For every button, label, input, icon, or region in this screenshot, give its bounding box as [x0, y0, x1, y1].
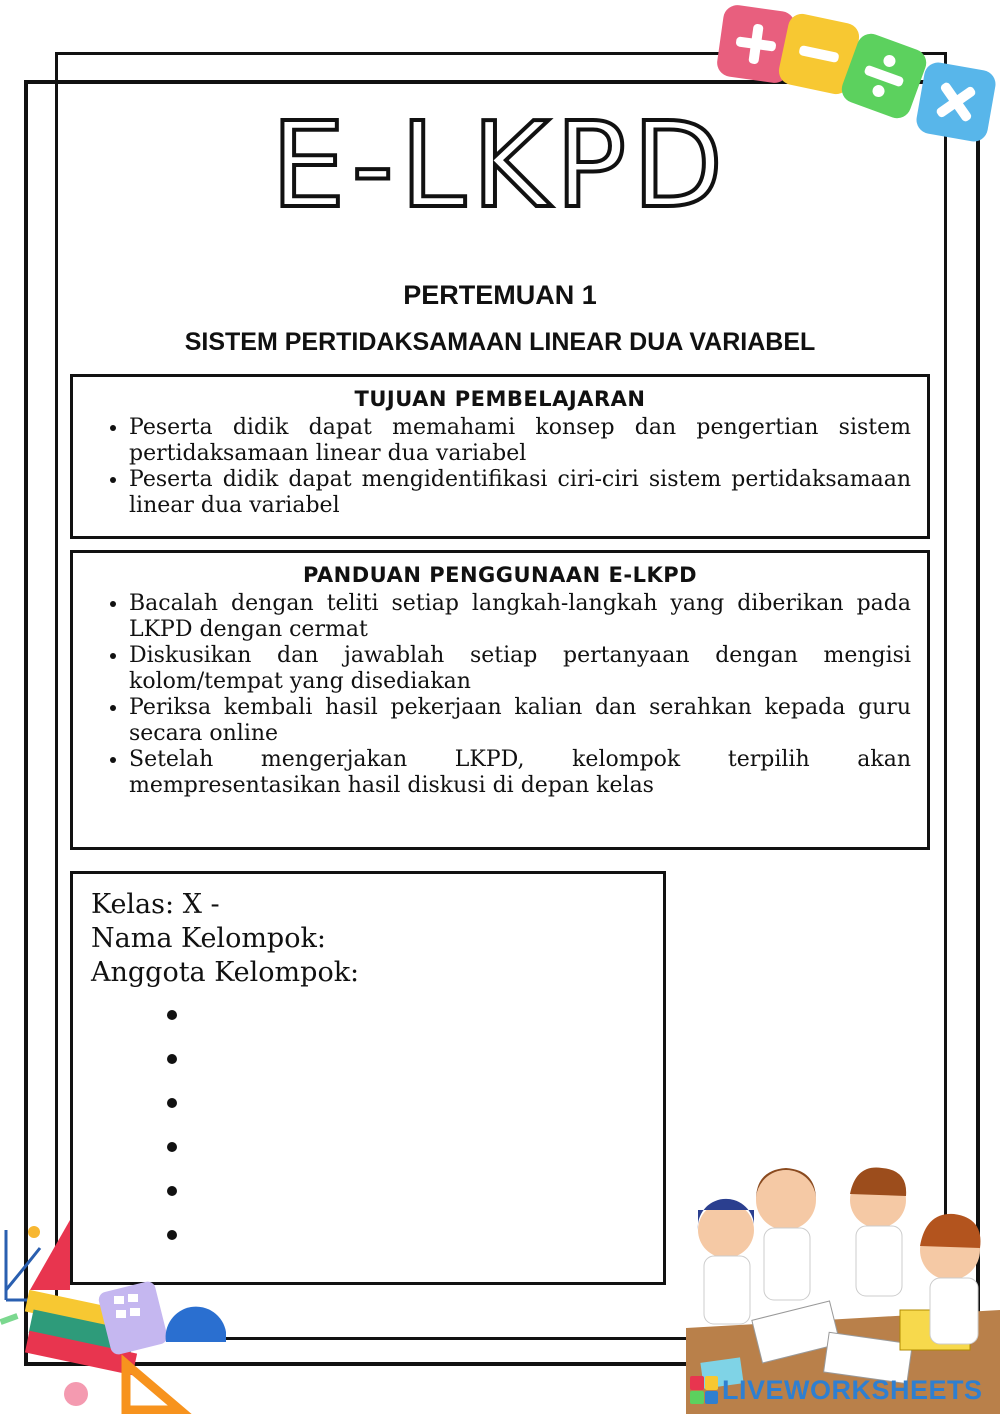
- member-entry[interactable]: [167, 994, 647, 1038]
- liveworksheets-label: LIVEWORKSHEETS: [722, 1374, 983, 1405]
- learning-objectives-heading: TUJUAN PEMBELAJARAN: [354, 387, 646, 411]
- group-members-label: Anggota Kelompok:: [91, 957, 360, 988]
- usage-guide-heading: PANDUAN PENGGUNAAN E-LKPD: [302, 563, 698, 587]
- member-entry[interactable]: [167, 1126, 647, 1170]
- liveworksheets-logo-icon: [690, 1376, 718, 1404]
- member-entry[interactable]: [167, 1170, 647, 1214]
- topic-label: SISTEM PERTIDAKSAMAAN LINEAR DUA VARIABEL: [184, 328, 816, 356]
- list-item: • Bacalah dengan teliti setiap langkah-langkah yang diberikan pada LKPD dengan cermat: [129, 591, 911, 643]
- group-members-list: [87, 994, 647, 1258]
- list-item: • Diskusikan dan jawablah setiap pertanyaan dengan mengisi kolom/tempat yang disediakan: [129, 643, 911, 695]
- meeting-label: PERTEMUAN 1: [403, 280, 597, 310]
- list-item: • Peserta didik dapat mengidentifikasi ciri-ciri sistem pertidaksamaan linear dua variabel: [129, 467, 911, 519]
- list-item: • Periksa kembali hasil pekerjaan kalian dan serahkan kepada guru secara online: [129, 695, 911, 747]
- usage-guide-box: [70, 550, 930, 850]
- usage-guide-list: [87, 591, 911, 799]
- page-title: E-LKPD: [270, 96, 730, 234]
- school-supplies-illustration: [0, 1220, 240, 1414]
- liveworksheets-watermark: [690, 1372, 1000, 1408]
- list-item: • Peserta didik dapat memahami konsep dan pengertian sistem pertidaksamaan linear dua variabel: [129, 415, 911, 467]
- group-name-label: Nama Kelompok:: [91, 923, 326, 954]
- list-item: • Setelah mengerjakan LKPD, kelompok terpilih akan mempresentasikan hasil diskusi di depan kelas: [129, 747, 911, 799]
- learning-objectives-box: [70, 374, 930, 539]
- class-label: Kelas: X -: [91, 889, 220, 920]
- member-entry[interactable]: [167, 1082, 647, 1126]
- learning-objectives-list: [87, 415, 911, 519]
- member-entry[interactable]: [167, 1038, 647, 1082]
